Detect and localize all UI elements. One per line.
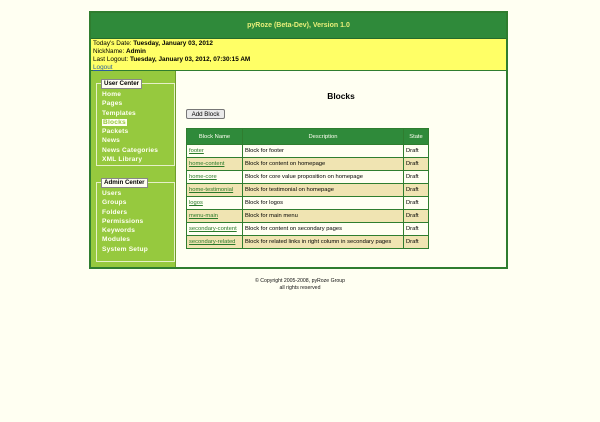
sidebar: [91, 71, 176, 267]
table-row: [187, 197, 428, 209]
user-center-menu: [97, 90, 174, 164]
page-footer: [0, 278, 600, 292]
sidebar-item-keywords[interactable]: Keywords: [102, 227, 136, 235]
block-description: Block for main menu: [243, 210, 403, 222]
block-description: Block for related links in right column in secondary pages: [243, 236, 403, 248]
block-description: Block for footer: [243, 145, 403, 157]
block-name-link[interactable]: logos: [187, 197, 242, 209]
app-frame: [89, 11, 508, 269]
block-state: Draft: [404, 158, 428, 170]
block-description: Block for logos: [243, 197, 403, 209]
table-row: [187, 184, 428, 196]
sidebar-item-pages[interactable]: Pages: [102, 100, 123, 108]
nickname: [93, 48, 505, 56]
nickname-label: NickName:: [93, 48, 127, 55]
sidebar-item-templates[interactable]: Templates: [102, 109, 136, 117]
table-row: [187, 145, 428, 157]
main-content: [176, 71, 506, 267]
block-name-link[interactable]: home-core: [187, 171, 242, 183]
sidebar-item-system-setup[interactable]: System Setup: [102, 245, 149, 253]
sidebar-item-folders[interactable]: Folders: [102, 208, 128, 216]
user-info-bar: [91, 39, 506, 71]
last-logout-label: Last Logout:: [93, 56, 130, 63]
last-logout-value: Tuesday, January 03, 2012, 07:30:15 AM: [129, 56, 251, 63]
user-center-group: [96, 80, 175, 166]
sidebar-item-home[interactable]: Home: [102, 91, 122, 98]
block-name-link[interactable]: home-testimonial: [187, 184, 242, 196]
block-state: Draft: [404, 171, 428, 183]
date-label: Today's Date:: [93, 40, 134, 47]
block-name-link[interactable]: footer: [187, 145, 242, 157]
rights-text: all rights reserved: [279, 285, 321, 291]
sidebar-item-groups[interactable]: Groups: [102, 199, 127, 207]
table-row: [187, 171, 428, 183]
table-row: [187, 158, 428, 170]
block-state: Draft: [404, 197, 428, 209]
body-area: [91, 71, 506, 267]
block-name-link[interactable]: secondary-content: [187, 223, 242, 235]
sidebar-item-xml-library[interactable]: XML Library: [102, 156, 143, 164]
sidebar-item-news-categories[interactable]: News Categories: [102, 146, 159, 154]
column-header-state[interactable]: State: [404, 129, 428, 144]
block-state: Draft: [404, 145, 428, 157]
nickname-value: Admin: [126, 48, 146, 55]
sidebar-item-blocks[interactable]: Blocks: [103, 118, 126, 126]
admin-center-title: Admin Center: [101, 178, 148, 188]
page-title: Blocks: [327, 91, 355, 101]
block-description: Block for content on homepage: [243, 158, 403, 170]
column-header-description[interactable]: Description: [243, 129, 403, 144]
date-value: Tuesday, January 03, 2012: [133, 40, 213, 47]
admin-center-group: [96, 179, 175, 262]
admin-center-menu: [97, 189, 174, 254]
sidebar-item-packets[interactable]: Packets: [102, 128, 129, 136]
copyright-text: © Copyright 2005-2008, pyRoze Group: [254, 278, 346, 284]
add-block-button[interactable]: Add Block: [186, 109, 225, 119]
app-title: pyRoze (Beta-Dev), Version 1.0: [91, 13, 506, 39]
sidebar-item-news[interactable]: News: [102, 137, 121, 145]
column-header-block-name[interactable]: Block Name: [187, 129, 242, 144]
sidebar-item-modules[interactable]: Modules: [102, 236, 131, 244]
block-description: Block for core value proposition on homepage: [243, 171, 403, 183]
sidebar-item-permissions[interactable]: Permissions: [102, 217, 144, 225]
block-state: Draft: [404, 184, 428, 196]
table-row: [187, 236, 428, 248]
block-name-link[interactable]: menu-main: [187, 210, 242, 222]
block-state: Draft: [404, 223, 428, 235]
block-state: Draft: [404, 236, 428, 248]
block-description: Block for testimonial on homepage: [243, 184, 403, 196]
block-name-link[interactable]: secondary-related: [187, 236, 242, 248]
table-header-row: [187, 129, 428, 144]
table-row: [187, 223, 428, 235]
table-row: [187, 210, 428, 222]
block-state: Draft: [404, 210, 428, 222]
block-name-link[interactable]: home-content: [187, 158, 242, 170]
sidebar-item-users[interactable]: Users: [102, 190, 122, 197]
todays-date: [93, 40, 505, 48]
user-center-title: User Center: [101, 79, 142, 89]
block-description: Block for content on secondary pages: [243, 223, 403, 235]
last-logout: [93, 56, 505, 64]
logout-link[interactable]: Logout: [93, 64, 113, 71]
blocks-table: [186, 128, 429, 249]
